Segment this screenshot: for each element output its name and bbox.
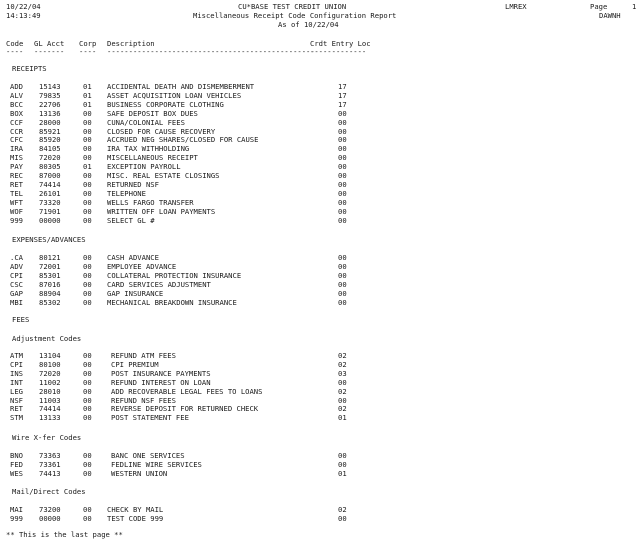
row-corp: 00: [83, 206, 92, 216]
row-gl-acct: 00000: [39, 215, 61, 225]
row-description: POST STATEMENT FEE: [111, 413, 189, 423]
row-description: BANC ONE SERVICES: [111, 451, 185, 460]
row-code: ATM: [10, 351, 23, 360]
section-heading-expenses: EXPENSES/ADVANCES: [12, 235, 86, 244]
row-gl-acct: 73363: [39, 451, 61, 460]
row-gl-acct: 13104: [39, 351, 61, 360]
row-description: REFUND INTEREST ON LOAN: [111, 377, 211, 387]
row-code: CPI: [10, 359, 23, 369]
row-code: RET: [10, 179, 23, 189]
row-code: INS: [10, 368, 23, 378]
row-gl-acct: 74413: [39, 468, 61, 478]
section-heading-receipts: RECEIPTS: [12, 64, 47, 73]
row-crdt-entry-loc: 00: [338, 261, 347, 271]
row-gl-acct: 00000: [39, 513, 61, 523]
col-crdt-entry-loc: Crdt Entry Loc: [310, 39, 371, 48]
row-gl-acct: 11003: [39, 395, 61, 405]
row-gl-acct: 15143: [39, 82, 61, 91]
row-corp: 00: [83, 171, 92, 180]
row-code: CCR: [10, 126, 23, 136]
col-description: Description: [107, 39, 155, 48]
row-description: MECHANICAL BREAKDOWN INSURANCE: [107, 297, 237, 307]
row-corp: 00: [83, 117, 92, 127]
row-gl-acct: 84105: [39, 144, 61, 154]
row-corp: 00: [83, 197, 92, 207]
row-description: MISCELLANEOUS RECEIPT: [107, 153, 198, 163]
row-description: COLLATERAL PROTECTION INSURANCE: [107, 270, 242, 280]
col-rule-gl: -------: [34, 47, 65, 56]
row-code: BOX: [10, 108, 23, 118]
row-description: WESTERN UNION: [111, 468, 168, 478]
row-code: RET: [10, 404, 23, 414]
row-code: MIS: [10, 153, 23, 163]
row-corp: 00: [83, 386, 92, 396]
row-crdt-entry-loc: 00: [338, 451, 347, 460]
row-corp: 00: [83, 468, 92, 478]
row-description: FEDLINE WIRE SERVICES: [111, 459, 202, 469]
row-crdt-entry-loc: 02: [338, 359, 347, 369]
row-code: CSC: [10, 279, 23, 289]
row-gl-acct: 72020: [39, 153, 61, 163]
row-crdt-entry-loc: 00: [338, 279, 347, 289]
row-corp: 01: [83, 82, 92, 91]
program-name: LMREX: [505, 2, 527, 11]
row-corp: 00: [83, 288, 92, 298]
row-corp: 00: [83, 297, 92, 307]
col-rule-corp: ----: [79, 47, 97, 56]
row-corp: 00: [83, 153, 92, 163]
row-description: ASSET ACQUISITION LOAN VEHICLES: [107, 90, 242, 100]
row-corp: 00: [83, 270, 92, 280]
row-corp: 00: [83, 459, 92, 469]
row-code: REC: [10, 171, 23, 180]
row-crdt-entry-loc: 02: [338, 386, 347, 396]
row-gl-acct: 79835: [39, 90, 61, 100]
row-description: TELEPHONE: [107, 188, 146, 198]
row-corp: 00: [83, 253, 92, 262]
row-crdt-entry-loc: 00: [338, 171, 347, 180]
row-description: WRITTEN OFF LOAN PAYMENTS: [107, 206, 216, 216]
row-crdt-entry-loc: 17: [338, 90, 347, 100]
row-crdt-entry-loc: 01: [338, 468, 347, 478]
row-corp: 00: [83, 351, 92, 360]
row-gl-acct: 85301: [39, 270, 61, 280]
row-description: CARD SERVICES ADJUSTMENT: [107, 279, 211, 289]
row-corp: 00: [83, 413, 92, 423]
row-code: LEG: [10, 386, 23, 396]
report-time: 14:13:49: [6, 11, 41, 20]
row-gl-acct: 85302: [39, 297, 61, 307]
col-rule-description: ------------------------------------------------: [107, 47, 315, 56]
row-crdt-entry-loc: 02: [338, 505, 347, 514]
row-code: INT: [10, 377, 23, 387]
row-description: POST INSURANCE PAYMENTS: [111, 368, 211, 378]
row-gl-acct: 80100: [39, 359, 61, 369]
row-code: MBI: [10, 297, 23, 307]
row-crdt-entry-loc: 00: [338, 270, 347, 280]
row-description: CHECK BY MAIL: [107, 505, 164, 514]
row-gl-acct: 72001: [39, 261, 61, 271]
row-corp: 00: [83, 261, 92, 271]
row-gl-acct: 71901: [39, 206, 61, 216]
row-crdt-entry-loc: 00: [338, 253, 347, 262]
section-heading-fees: FEES: [12, 315, 30, 324]
row-gl-acct: 26101: [39, 188, 61, 198]
row-code: WOF: [10, 206, 23, 216]
row-description: REFUND ATM FEES: [111, 351, 176, 360]
row-code: .CA: [10, 253, 23, 262]
row-description: TEST CODE 999: [107, 513, 164, 523]
row-code: WFT: [10, 197, 23, 207]
row-description: MISC. REAL ESTATE CLOSINGS: [107, 171, 220, 180]
row-description: GAP INSURANCE: [107, 288, 164, 298]
row-crdt-entry-loc: 17: [338, 82, 347, 91]
row-code: 999: [10, 513, 23, 523]
col-gl-acct: GL Acct: [34, 39, 65, 48]
row-gl-acct: 28010: [39, 386, 61, 396]
row-corp: 01: [83, 90, 92, 100]
row-gl-acct: 28000: [39, 117, 61, 127]
report-date: 10/22/04: [6, 2, 41, 11]
row-gl-acct: 80305: [39, 162, 61, 172]
row-code: FED: [10, 459, 23, 469]
row-corp: 00: [83, 377, 92, 387]
row-gl-acct: 73361: [39, 459, 61, 469]
row-description: REVERSE DEPOSIT FOR RETURNED CHECK: [111, 404, 259, 414]
row-gl-acct: 72020: [39, 368, 61, 378]
row-corp: 00: [83, 179, 92, 189]
row-crdt-entry-loc: 00: [338, 126, 347, 136]
row-code: CPI: [10, 270, 23, 280]
row-gl-acct: 87000: [39, 171, 61, 180]
row-description: BUSINESS CORPORATE CLOTHING: [107, 99, 224, 109]
page-label: Page: [590, 2, 608, 11]
row-code: BNO: [10, 451, 23, 460]
row-description: REFUND NSF FEES: [111, 395, 176, 405]
row-code: STM: [10, 413, 23, 423]
row-corp: 00: [83, 451, 92, 460]
row-corp: 00: [83, 144, 92, 154]
row-crdt-entry-loc: 00: [338, 135, 347, 145]
row-gl-acct: 73320: [39, 197, 61, 207]
subsection-heading-mail: Mail/Direct Codes: [12, 487, 86, 496]
row-description: WELLS FARGO TRANSFER: [107, 197, 194, 207]
row-crdt-entry-loc: 00: [338, 377, 347, 387]
row-crdt-entry-loc: 02: [338, 404, 347, 414]
row-gl-acct: 22706: [39, 99, 61, 109]
row-description: IRA TAX WITHHOLDING: [107, 144, 190, 154]
page-number: 1: [632, 2, 637, 11]
col-corp: Corp: [79, 39, 97, 48]
row-code: ADD: [10, 82, 23, 91]
row-code: NSF: [10, 395, 23, 405]
row-corp: 00: [83, 135, 92, 145]
row-gl-acct: 73200: [39, 505, 61, 514]
row-gl-acct: 87016: [39, 279, 61, 289]
row-corp: 00: [83, 126, 92, 136]
row-code: TEL: [10, 188, 23, 198]
row-corp: 00: [83, 505, 92, 514]
row-crdt-entry-loc: 00: [338, 395, 347, 405]
row-corp: 00: [83, 279, 92, 289]
row-crdt-entry-loc: 00: [338, 197, 347, 207]
row-corp: 00: [83, 359, 92, 369]
row-code: IRA: [10, 144, 23, 154]
row-description: ACCRUED NEG SHARES/CLOSED FOR CAUSE: [107, 135, 259, 145]
row-corp: 00: [83, 108, 92, 118]
subsection-heading-adjustment: Adjustment Codes: [12, 334, 82, 343]
row-crdt-entry-loc: 00: [338, 206, 347, 216]
row-code: BCC: [10, 99, 23, 109]
row-crdt-entry-loc: 00: [338, 153, 347, 163]
col-rule-crdt: -------------: [310, 47, 367, 56]
row-code: PAY: [10, 162, 23, 172]
last-page-note: ** This is the last page **: [6, 530, 123, 539]
row-code: CCF: [10, 117, 23, 127]
row-description: ACCIDENTAL DEATH AND DISMEMBERMENT: [107, 82, 255, 91]
row-crdt-entry-loc: 00: [338, 459, 347, 469]
row-corp: 00: [83, 215, 92, 225]
row-description: SAFE DEPOSIT BOX DUES: [107, 108, 198, 118]
row-corp: 01: [83, 162, 92, 172]
report-title: Miscellaneous Receipt Code Configuration Report: [193, 11, 397, 20]
row-crdt-entry-loc: 00: [338, 117, 347, 127]
row-corp: 01: [83, 99, 92, 109]
row-code: WES: [10, 468, 23, 478]
row-description: EMPLOYEE ADVANCE: [107, 261, 177, 271]
row-corp: 00: [83, 404, 92, 414]
org-name: CU*BASE TEST CREDIT UNION: [238, 2, 347, 11]
row-gl-acct: 88904: [39, 288, 61, 298]
row-description: EXCEPTION PAYROLL: [107, 162, 181, 172]
row-code: MAI: [10, 505, 23, 514]
row-corp: 00: [83, 188, 92, 198]
row-crdt-entry-loc: 00: [338, 108, 347, 118]
row-description: CLOSED FOR CAUSE RECOVERY: [107, 126, 216, 136]
row-crdt-entry-loc: 00: [338, 215, 347, 225]
row-crdt-entry-loc: 01: [338, 413, 347, 423]
user-id: DAWNH: [599, 11, 621, 20]
row-crdt-entry-loc: 00: [338, 188, 347, 198]
row-crdt-entry-loc: 00: [338, 179, 347, 189]
row-code: ALV: [10, 90, 23, 100]
row-gl-acct: 11002: [39, 377, 61, 387]
row-code: GAP: [10, 288, 23, 298]
row-description: RETURNED NSF: [107, 179, 159, 189]
row-code: 999: [10, 215, 23, 225]
row-description: CUNA/COLONIAL FEES: [107, 117, 185, 127]
subsection-heading-wire: Wire X-fer Codes: [12, 433, 82, 442]
row-description: CASH ADVANCE: [107, 253, 159, 262]
row-description: SELECT GL #: [107, 215, 155, 225]
row-gl-acct: 13133: [39, 413, 61, 423]
row-description: ADD RECOVERABLE LEGAL FEES TO LOANS: [111, 386, 263, 396]
row-gl-acct: 13136: [39, 108, 61, 118]
as-of-date: As of 10/22/04: [278, 20, 339, 29]
row-gl-acct: 85921: [39, 126, 61, 136]
row-gl-acct: 74414: [39, 179, 61, 189]
row-crdt-entry-loc: 00: [338, 297, 347, 307]
row-gl-acct: 74414: [39, 404, 61, 414]
row-corp: 00: [83, 368, 92, 378]
row-code: CFC: [10, 135, 23, 145]
row-crdt-entry-loc: 03: [338, 368, 347, 378]
row-corp: 00: [83, 395, 92, 405]
row-crdt-entry-loc: 00: [338, 513, 347, 523]
row-crdt-entry-loc: 00: [338, 288, 347, 298]
row-gl-acct: 80121: [39, 253, 61, 262]
col-rule-code: ----: [6, 47, 24, 56]
row-gl-acct: 85920: [39, 135, 61, 145]
row-crdt-entry-loc: 00: [338, 162, 347, 172]
row-code: ADV: [10, 261, 23, 271]
row-corp: 00: [83, 513, 92, 523]
col-code: Code: [6, 39, 24, 48]
row-description: CPI PREMIUM: [111, 359, 159, 369]
row-crdt-entry-loc: 00: [338, 144, 347, 154]
row-crdt-entry-loc: 17: [338, 99, 347, 109]
row-crdt-entry-loc: 02: [338, 351, 347, 360]
